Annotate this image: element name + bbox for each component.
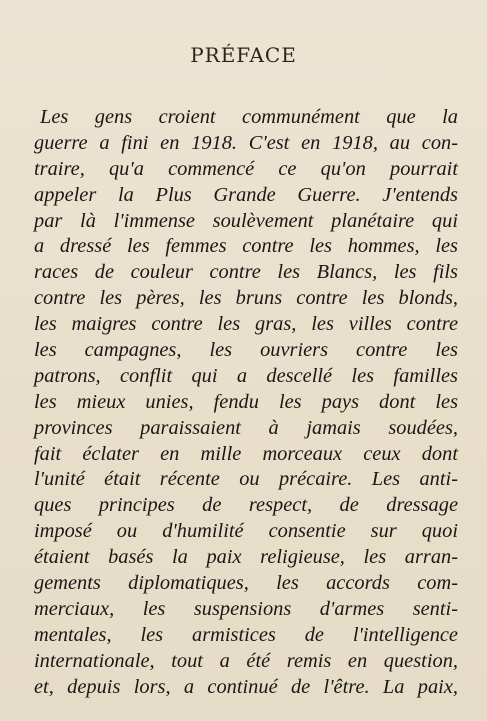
text-line: mentales, les armistices de l'intelligence (34, 623, 458, 646)
text-line: les maigres contre les gras, les villes contre (34, 313, 458, 336)
text-line: et, depuis lors, a continué de l'être. La paix, (34, 675, 458, 698)
text-line: appeler la Plus Grande Guerre. J'entends (34, 183, 458, 206)
text-line: internationale, tout a été remis en question, (34, 649, 458, 672)
text-line: provinces paraissaient à jamais soudées, (34, 416, 458, 439)
page-title: PRÉFACE (190, 43, 297, 67)
text-line: fait éclater en mille morceaux ceux dont (34, 442, 458, 465)
text-line: guerre a fini en 1918. C'est en 1918, au con- (34, 131, 458, 154)
text-line: merciaux, les suspensions d'armes senti- (34, 597, 458, 620)
text-line: traire, qu'a commencé ce qu'on pourrait (34, 157, 458, 180)
text-line: étaient basés la paix religieuse, les arran- (34, 546, 458, 569)
text-line: patrons, conflit qui a descellé les familles (34, 364, 458, 387)
text-line: imposé ou d'humilité consentie sur quoi (34, 520, 458, 543)
text-line: les mieux unies, fendu les pays dont les (34, 390, 458, 413)
text-line: races de couleur contre les Blancs, les fils (34, 261, 458, 284)
preface-body (34, 105, 458, 700)
text-line: Les gens croient communément que la (40, 106, 458, 128)
text-line: gements diplomatiques, les accords com- (34, 572, 458, 595)
text-line: les campagnes, les ouvriers contre les (34, 339, 458, 362)
text-line: ques principes de respect, de dressage (34, 494, 458, 517)
text-line: contre les pères, les bruns contre les blonds, (34, 287, 458, 310)
text-line: a dressé les femmes contre les hommes, les (34, 235, 458, 258)
text-line: l'unité était récente ou précaire. Les anti- (34, 468, 458, 491)
text-line: par là l'immense soulèvement planétaire qui (34, 209, 458, 232)
